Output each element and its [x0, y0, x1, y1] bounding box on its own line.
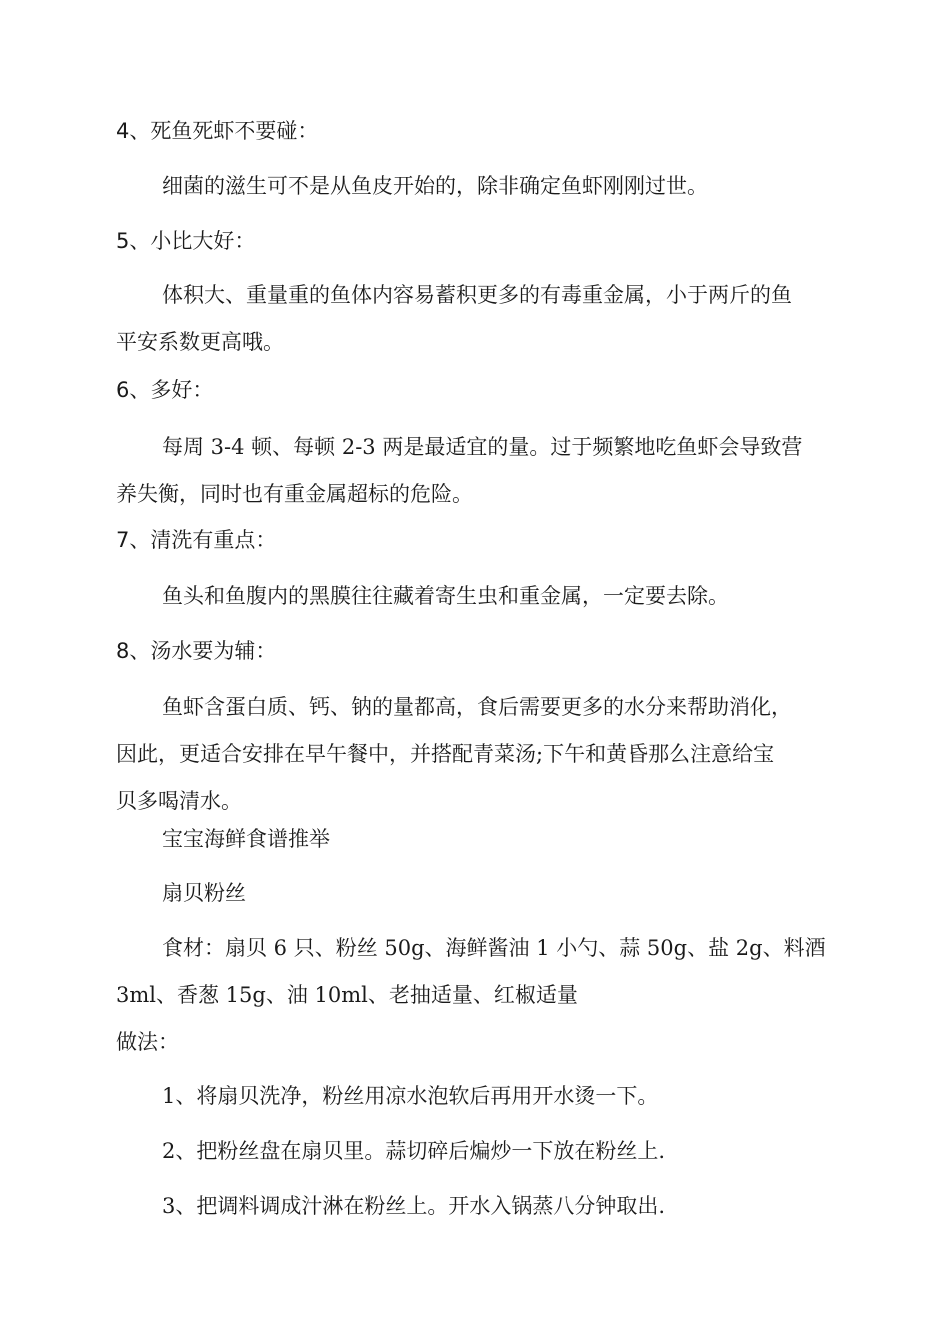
paragraph-line: 养失衡，同时也有重金属超标的危险。: [116, 482, 473, 506]
paragraph-item-6: [116, 424, 836, 518]
step-text: 3、把调料调成汁淋在粉丝上。开水入锅蒸八分钟取出.: [162, 1194, 666, 1218]
heading-text: 6、多好：: [116, 378, 214, 402]
paragraph-line: 鱼虾含蛋白质、钙、钠的量都高，食后需要更多的水分来帮助消化，: [162, 695, 792, 719]
heading-text: 4、死鱼死虾不要碰：: [116, 119, 319, 143]
ingredients-line: 3ml、香葱 15g、油 10ml、老抽适量、红椒适量: [116, 983, 578, 1007]
ingredients-paragraph: [116, 925, 836, 1019]
heading-text: 5、小比大好：: [116, 229, 256, 253]
paragraph-item-7: [116, 573, 836, 620]
heading-item-8: [116, 628, 836, 675]
heading-text: 7、清洗有重点：: [116, 528, 277, 552]
section-title-text: 宝宝海鲜食谱推举: [162, 827, 330, 851]
method-heading: [116, 1019, 836, 1066]
heading-text: 8、汤水要为辅：: [116, 639, 277, 663]
paragraph-line: 每周 3-4 顿、每顿 2-3 两是最适宜的量。过于频繁地吃鱼虾会导致营: [162, 435, 803, 459]
paragraph-item-5: [116, 272, 836, 366]
recipe-name-text: 扇贝粉丝: [162, 881, 246, 905]
paragraph-text: 细菌的滋生可不是从鱼皮开始的，除非确定鱼虾刚刚过世。: [162, 174, 708, 198]
paragraph-text: 鱼头和鱼腹内的黑膜往往藏着寄生虫和重金属，一定要去除。: [162, 584, 729, 608]
method-step-3: [116, 1183, 836, 1230]
paragraph-item-8: [116, 684, 836, 825]
method-step-2: [116, 1128, 836, 1175]
step-text: 2、把粉丝盘在扇贝里。蒜切碎后煸炒一下放在粉丝上.: [162, 1139, 666, 1163]
heading-item-4: [116, 108, 836, 155]
paragraph-line: 平安系数更高哦。: [116, 330, 284, 354]
recipe-name: [116, 870, 836, 917]
paragraph-line: 贝多喝清水。: [116, 789, 242, 813]
heading-item-6: [116, 367, 836, 414]
method-heading-text: 做法：: [116, 1030, 179, 1054]
method-step-1: [116, 1073, 836, 1120]
step-text: 1、将扇贝洗净，粉丝用凉水泡软后再用开水烫一下。: [162, 1084, 659, 1108]
heading-item-5: [116, 218, 836, 265]
paragraph-item-4: [116, 163, 836, 210]
recipe-section-title: [116, 816, 836, 863]
heading-item-7: [116, 517, 836, 564]
ingredients-line: 食材：扇贝 6 只、粉丝 50g、海鲜酱油 1 小勺、蒜 50g、盐 2g、料酒: [162, 936, 826, 960]
paragraph-line: 因此，更适合安排在早午餐中，并搭配青菜汤;下午和黄昏那么注意给宝: [116, 742, 775, 766]
paragraph-line: 体积大、重量重的鱼体内容易蓄积更多的有毒重金属，小于两斤的鱼: [162, 283, 792, 307]
